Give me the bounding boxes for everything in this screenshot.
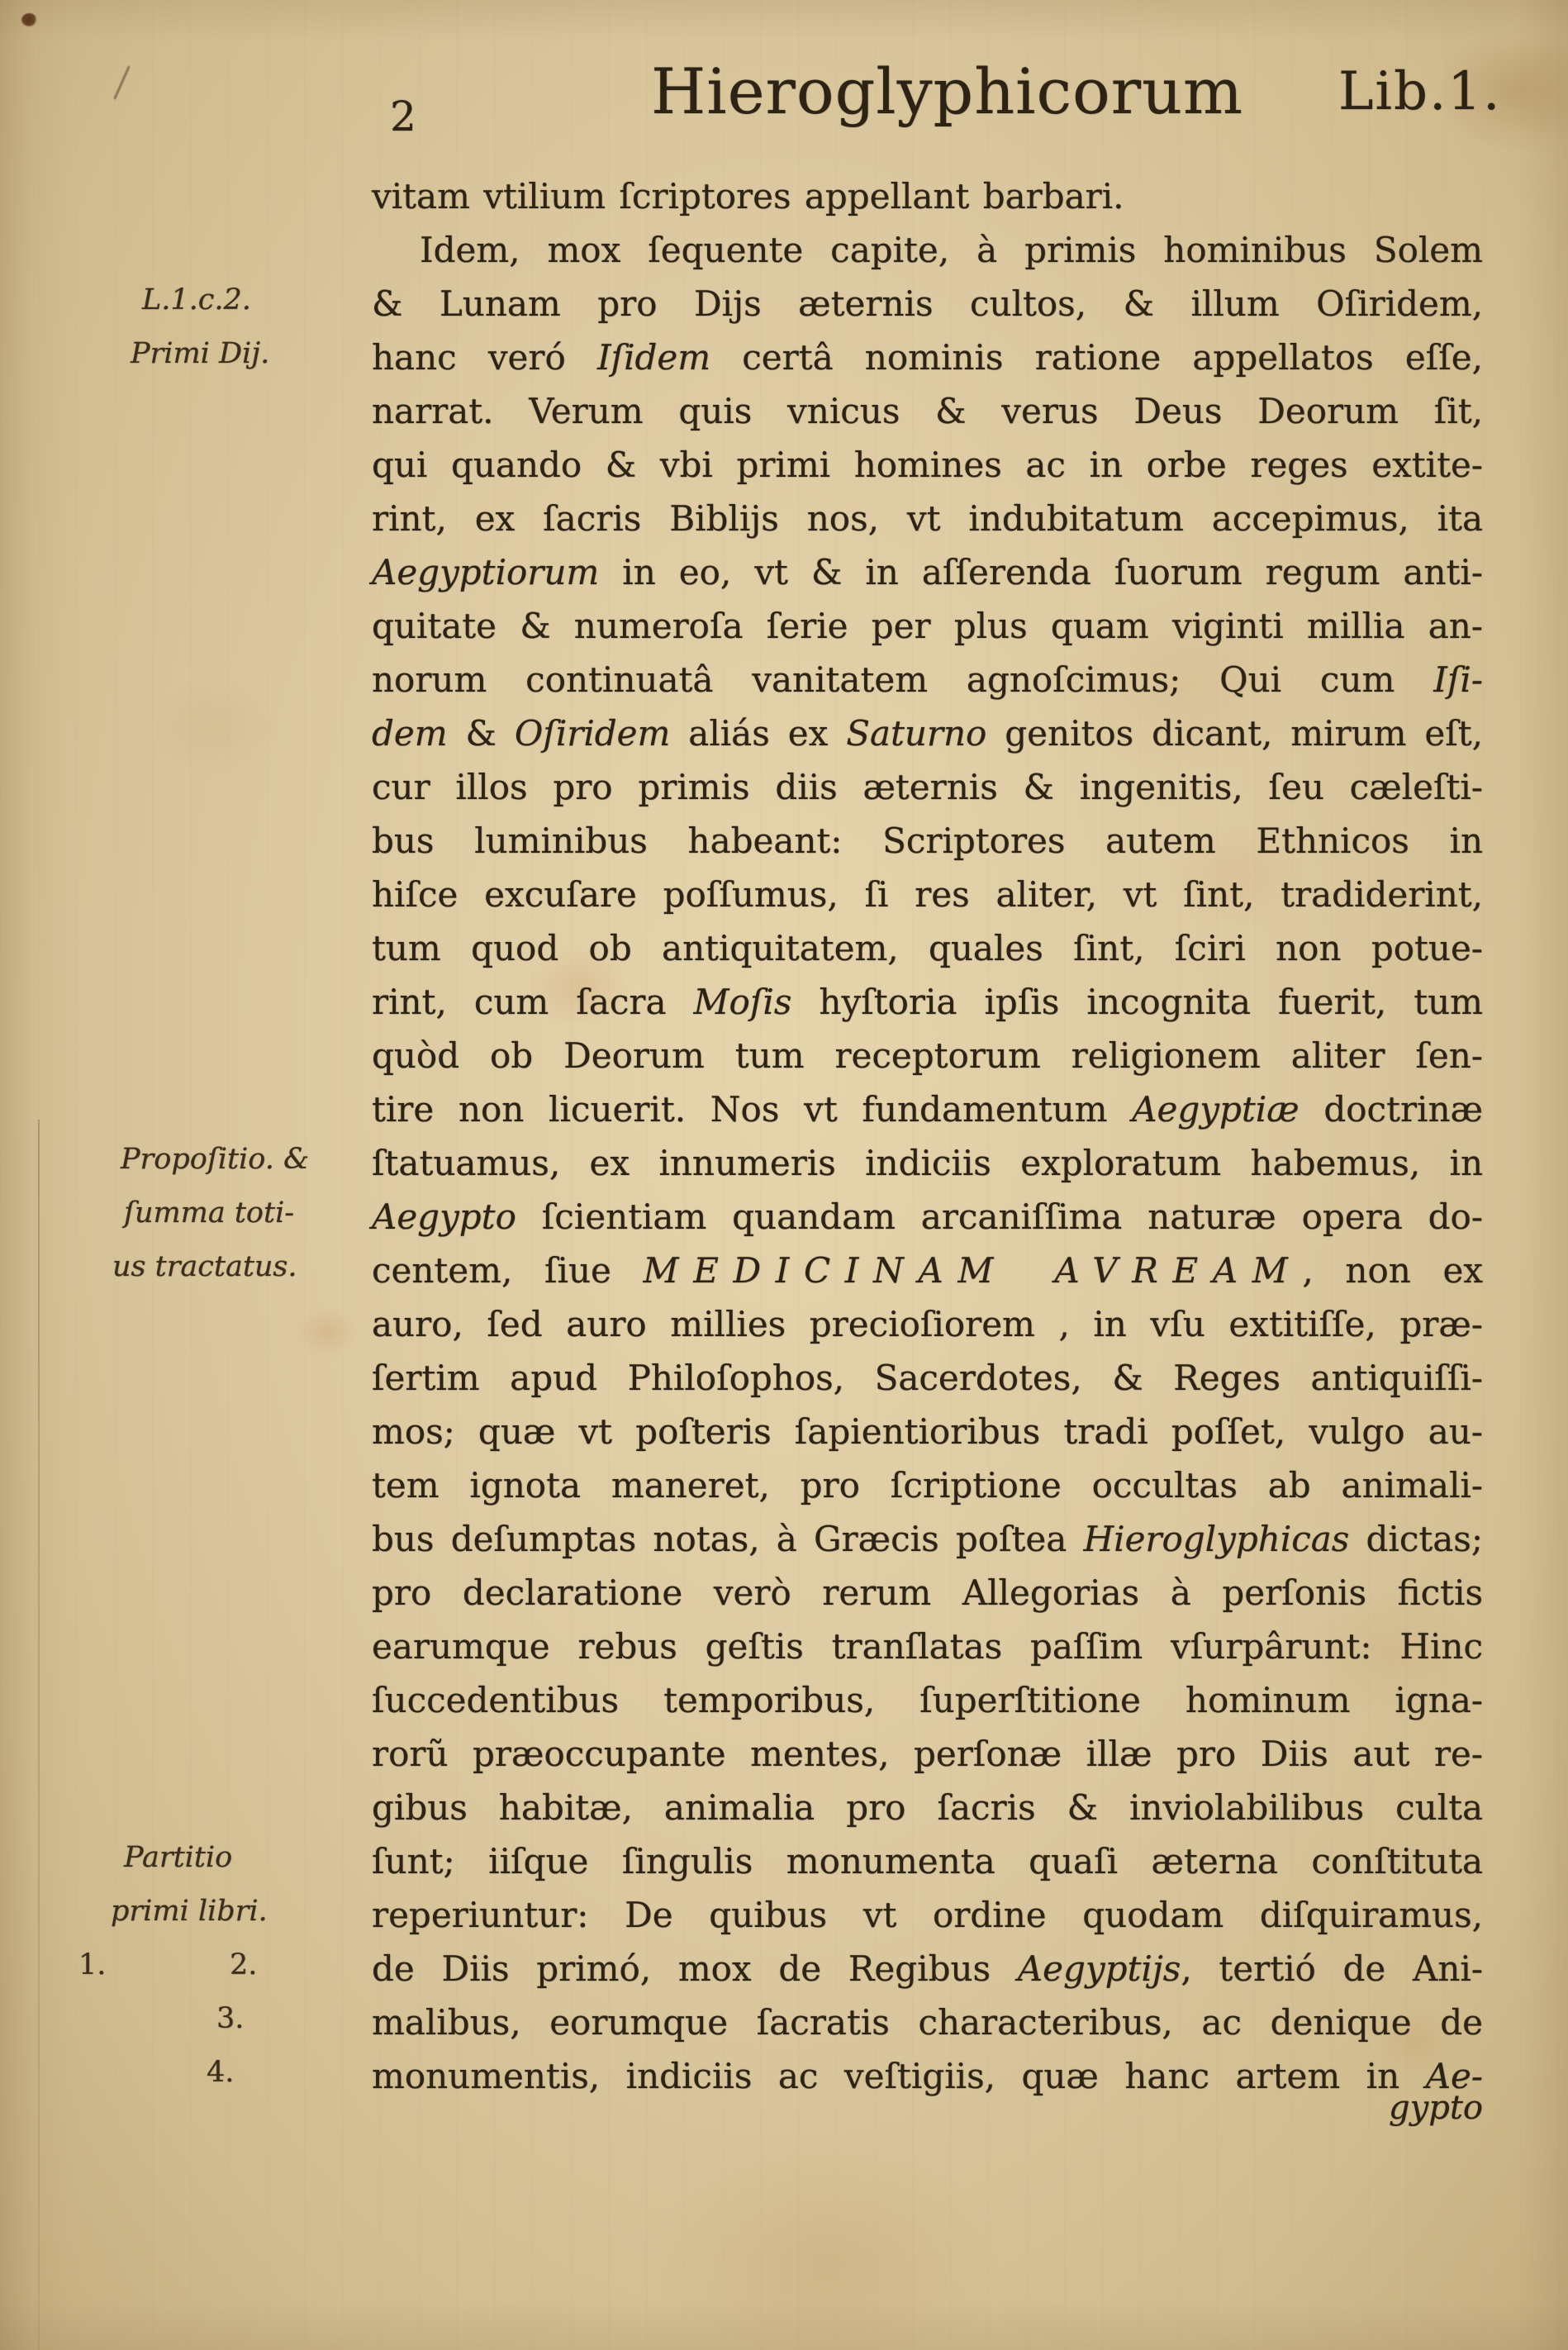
text-segment: reperiuntur: De quibus vt ordine quodam diſquiramus,	[372, 1895, 1483, 1935]
text-line	[372, 1351, 1483, 1405]
text-segment: dictas;	[1349, 1519, 1483, 1559]
text-segment: rint, ex ſacris Biblijs nos, vt indubitatum accepimus, ita	[372, 498, 1483, 539]
margin-note: 2.	[230, 1948, 258, 1981]
text-line	[372, 1512, 1483, 1566]
margin-note: Primi Dij.	[131, 337, 270, 370]
text-segment: mos; quæ vt poſteris ſapientioribus tradi poſſet, vulgo au-	[372, 1411, 1483, 1452]
text-line	[372, 223, 1483, 277]
text-segment: vitam vtilium ſcriptores appellant barbari.	[372, 176, 1124, 216]
text-segment: gibus habitæ, animalia pro ſacris & inviolabilibus culta	[372, 1787, 1483, 1828]
italic-text-segment: Iſi-	[1433, 659, 1483, 700]
text-line	[372, 1620, 1483, 1673]
italic-text-segment: MEDICINAM AVREAM	[643, 1250, 1303, 1291]
italic-text-segment: Hieroglyphicas	[1083, 1519, 1350, 1559]
text-line	[372, 1673, 1483, 1727]
text-line	[372, 545, 1483, 599]
text-line	[372, 814, 1483, 868]
text-segment: hanc veró	[372, 337, 597, 378]
text-segment: hyſtoria ipſis incognita fuerit, tum	[791, 982, 1483, 1022]
text-line	[372, 1781, 1483, 1834]
text-line	[372, 599, 1483, 653]
text-line	[372, 438, 1483, 492]
page-number: 2	[390, 93, 416, 140]
margin-note: Partitio	[124, 1841, 233, 1874]
text-line	[372, 384, 1483, 438]
text-line	[372, 1244, 1483, 1297]
text-segment: quòd ob Deorum tum receptorum religionem aliter ſen-	[372, 1035, 1483, 1076]
margin-note: ſumma toti-	[124, 1196, 295, 1230]
margin-note: 1.	[78, 1948, 107, 1981]
text-segment: hiſce excuſare poſſumus, ſi res aliter, vt ſint, tradiderint,	[372, 874, 1483, 915]
italic-text-segment: Oſiridem	[514, 713, 671, 754]
text-segment: & Lunam pro Dijs æternis cultos, & illum Oſiridem,	[372, 283, 1483, 324]
margin-note: 4.	[207, 2056, 235, 2089]
italic-text-segment: Aegypto	[372, 1196, 516, 1237]
italic-text-segment: Moſis	[693, 982, 792, 1022]
text-segment: tire non licuerit. Nos vt fundamentum	[372, 1089, 1133, 1130]
catchword: gypto	[1389, 2089, 1483, 2127]
text-line	[372, 331, 1483, 384]
text-line	[372, 1888, 1483, 1942]
text-segment: de Diis primó, mox de Regibus	[372, 1948, 1018, 1989]
text-segment: , tertió de Ani-	[1181, 1948, 1483, 1989]
text-line	[372, 492, 1483, 545]
italic-text-segment: Aegyptijs	[1017, 1948, 1181, 1989]
text-segment: ſtatuamus, ex innumeris indiciis exploratum habemus, in	[372, 1143, 1483, 1183]
text-segment: bus deſumptas notas, à Græcis poſtea	[372, 1519, 1084, 1559]
text-segment: pro declaratione verò rerum Allegorias à perſonis fictis	[372, 1572, 1483, 1613]
text-segment: , non ex	[1302, 1250, 1483, 1291]
italic-text-segment: dem	[372, 713, 448, 754]
text-line	[372, 1082, 1483, 1136]
margin-note: Propoſitio. &	[121, 1143, 310, 1176]
text-line	[372, 1190, 1483, 1244]
text-line	[372, 1297, 1483, 1351]
text-segment: Idem, mox ſequente capite, à primis hominibus Solem	[420, 230, 1483, 270]
text-line	[372, 868, 1483, 921]
text-segment: tem ignota maneret, pro ſcriptione occultas ab animali-	[372, 1465, 1483, 1506]
text-line	[372, 277, 1483, 331]
text-segment: rint, cum ſacra	[372, 982, 694, 1022]
text-line	[372, 1996, 1483, 2049]
text-line	[372, 1405, 1483, 1458]
text-segment: cur illos pro primis diis æternis & ingenitis, ſeu cæleſti-	[372, 767, 1483, 807]
running-title: Hieroglyphicorum	[651, 55, 1244, 128]
text-segment: doctrinæ	[1299, 1089, 1483, 1130]
text-segment: bus luminibus habeant: Scriptores autem Ethnicos in	[372, 821, 1483, 861]
text-line	[372, 1458, 1483, 1512]
text-segment: norum continuatâ vanitatem agnoſcimus; Qui cum	[372, 659, 1434, 700]
italic-text-segment: Saturno	[846, 713, 987, 754]
text-segment: ſuccedentibus temporibus, ſuperſtitione hominum igna-	[372, 1680, 1483, 1720]
text-segment: quitate & numeroſa ſerie per plus quam viginti millia an-	[372, 606, 1483, 646]
text-segment: auro, ſed auro millies precioſiorem , in vſu extitiſſe, præ-	[372, 1304, 1483, 1344]
margin-note: primi libri.	[111, 1895, 268, 1928]
text-line	[372, 975, 1483, 1029]
text-line	[372, 921, 1483, 975]
book-number: Lib.1.	[1338, 61, 1502, 122]
text-segment: narrat. Verum quis vnicus & verus Deus Deorum ſit,	[372, 391, 1483, 431]
italic-text-segment: Aegyptiæ	[1132, 1089, 1300, 1130]
text-segment: earumque rebus geſtis tranſlatas paſſim vſurpârunt: Hinc	[372, 1626, 1483, 1667]
text-segment: certâ nominis ratione appellatos eſſe,	[710, 337, 1483, 378]
text-segment: centem, ſiue	[372, 1250, 644, 1291]
text-line	[372, 1566, 1483, 1620]
text-line	[372, 1029, 1483, 1082]
text-segment: tum quod ob antiquitatem, quales ſint, ſciri non potue-	[372, 928, 1483, 968]
text-line	[372, 1136, 1483, 1190]
margin-note: 3.	[216, 2002, 245, 2035]
text-segment: ſcientiam quandam arcaniſſima naturæ opera do-	[516, 1196, 1483, 1237]
text-line	[372, 1942, 1483, 1996]
margin-note: L.1.c.2.	[142, 283, 251, 316]
text-segment: genitos dicant, mirum eſt,	[986, 713, 1484, 754]
italic-text-segment: Iſidem	[596, 337, 711, 378]
text-segment: malibus, eorumque ſacratis characteribus, ac denique de	[372, 2002, 1483, 2043]
italic-text-segment: Aegyptiorum	[372, 552, 600, 592]
text-line	[372, 706, 1483, 760]
text-line	[372, 1834, 1483, 1888]
italic-text-segment: Ae-	[1425, 2056, 1483, 2096]
text-segment: rorũ præoccupante mentes, perſonæ illæ pro Diis aut re-	[372, 1734, 1483, 1774]
margin-note: us tractatus.	[112, 1250, 297, 1283]
text-segment: aliás ex	[670, 713, 847, 754]
text-line	[372, 1727, 1483, 1781]
text-segment: qui quando & vbi primi homines ac in orbe reges extite-	[372, 445, 1483, 485]
text-segment: ſertim apud Philoſophos, Sacerdotes, & Reges antiquiſſi-	[372, 1358, 1483, 1398]
text-segment: in eo, vt & in aſſerenda ſuorum regum anti-	[599, 552, 1483, 592]
text-line	[372, 760, 1483, 814]
text-line	[372, 653, 1483, 706]
text-line	[372, 169, 1483, 223]
text-segment: &	[447, 713, 515, 754]
text-segment: monumentis, indiciis ac veſtigiis, quæ hanc artem in	[372, 2056, 1426, 2096]
text-segment: ſunt; iiſque ſingulis monumenta quaſi æterna conſtituta	[372, 1841, 1483, 1881]
